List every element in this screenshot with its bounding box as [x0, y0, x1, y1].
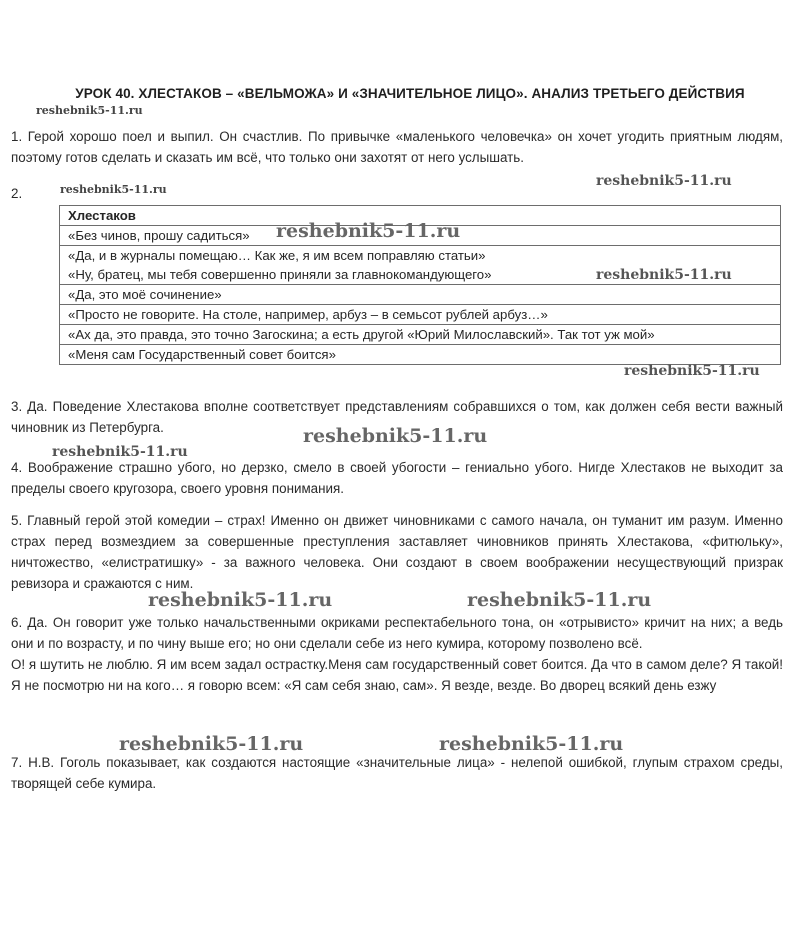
answer-6	[11, 612, 783, 696]
table-row: «Меня сам Государственный совет боится»	[60, 345, 781, 365]
table-row: «Ах да, это правда, это точно Загоскина; а есть другой «Юрий Милославский». Так тот уж мой»	[60, 325, 781, 345]
watermark: reshebnik5-11.ru	[60, 183, 167, 196]
table-row: «Просто не говорите. На столе, например, арбуз – в семьсот рублей арбуз…»	[60, 305, 781, 325]
watermark: reshebnik5-11.ru	[303, 425, 488, 447]
answer-6-quote: О! я шутить не люблю. Я им всем задал острастку.Меня сам государственный совет боится. Да что в самом деле? Я такой! Я не посмотрю ни на кого… я говорю всем: «Я сам себя знаю, сам». Я везде, везде. Во дворец всякий день езжу	[11, 657, 783, 693]
watermark: reshebnik5-11.ru	[276, 220, 461, 242]
watermark: reshebnik5-11.ru	[36, 104, 143, 117]
answer-4-text: 4. Воображение страшно убого, но дерзко, смело в своей убогости – гениально убого. Нигде Хлестаков не выходит за пределы своего кругозора, своего уровня понимания.	[11, 460, 783, 496]
watermark: reshebnik5-11.ru	[148, 589, 333, 611]
watermark: reshebnik5-11.ru	[596, 173, 732, 189]
watermark: reshebnik5-11.ru	[467, 589, 652, 611]
answer-1-text: 1. Герой хорошо поел и выпил. Он счастлив. По привычке «маленького человечка» он хочет угодить приятным людям, поэтому готов сделать и сказать им всё, что только они захотят от него услышать.	[11, 129, 783, 165]
watermark: reshebnik5-11.ru	[119, 733, 304, 755]
watermark: reshebnik5-11.ru	[52, 444, 188, 460]
table-row: «Без чинов, прошу садиться»	[60, 226, 781, 246]
answer-7-text: 7. Н.В. Гоголь показывает, как создаются настоящие «значительные лица» - нелепой ошибкой, глупым страхом среды, творящей себе кумира.	[11, 755, 783, 791]
answer-5	[11, 510, 783, 594]
answer-4	[11, 457, 783, 499]
watermark: reshebnik5-11.ru	[439, 733, 624, 755]
answer-3-text: 3. Да. Поведение Хлестакова вполне соответствует представлениям собравшихся о том, как должен себя вести важный чиновник из Петербурга.	[11, 399, 783, 435]
answer-7	[11, 752, 783, 794]
answer-5-text: 5. Главный герой этой комедии – страх! Именно он движет чиновниками с самого начала, он туманит им разум. Именно страх перед возмездием за совершенные преступления заставляет чиновников принять Хлестакова, «фитюльку», ничтожество, «елистратишку» - за важного человека. Они создают в своем воображении несуществующий призрак ревизора и сражаются с ним.	[11, 513, 783, 591]
answer-1	[11, 126, 783, 168]
table-row: «Да, и в журналы помещаю… Как же, я им всем поправляю статьи» «Ну, братец, мы тебя совершенно приняли за главнокомандующего»	[60, 246, 781, 285]
watermark: reshebnik5-11.ru	[624, 363, 760, 379]
lesson-title: УРОК 40. ХЛЕСТАКОВ – «ВЕЛЬМОЖА» И «ЗНАЧИТЕЛЬНОЕ ЛИЦО». АНАЛИЗ ТРЕТЬЕГО ДЕЙСТВИЯ	[75, 86, 745, 101]
answer-6-text: 6. Да. Он говорит уже только начальственными окриками респектабельного тона, он «отрывисто» кричит на них; а ведь они и по возрасту, и по чину выше его; но они сделали себе из него кумира, которому позволено всё.	[11, 615, 783, 651]
table-row: «Да, это моё сочинение»	[60, 285, 781, 305]
table-header: Хлестаков	[60, 206, 781, 226]
watermark: reshebnik5-11.ru	[596, 267, 732, 283]
answer-2-number: 2.	[11, 186, 23, 201]
